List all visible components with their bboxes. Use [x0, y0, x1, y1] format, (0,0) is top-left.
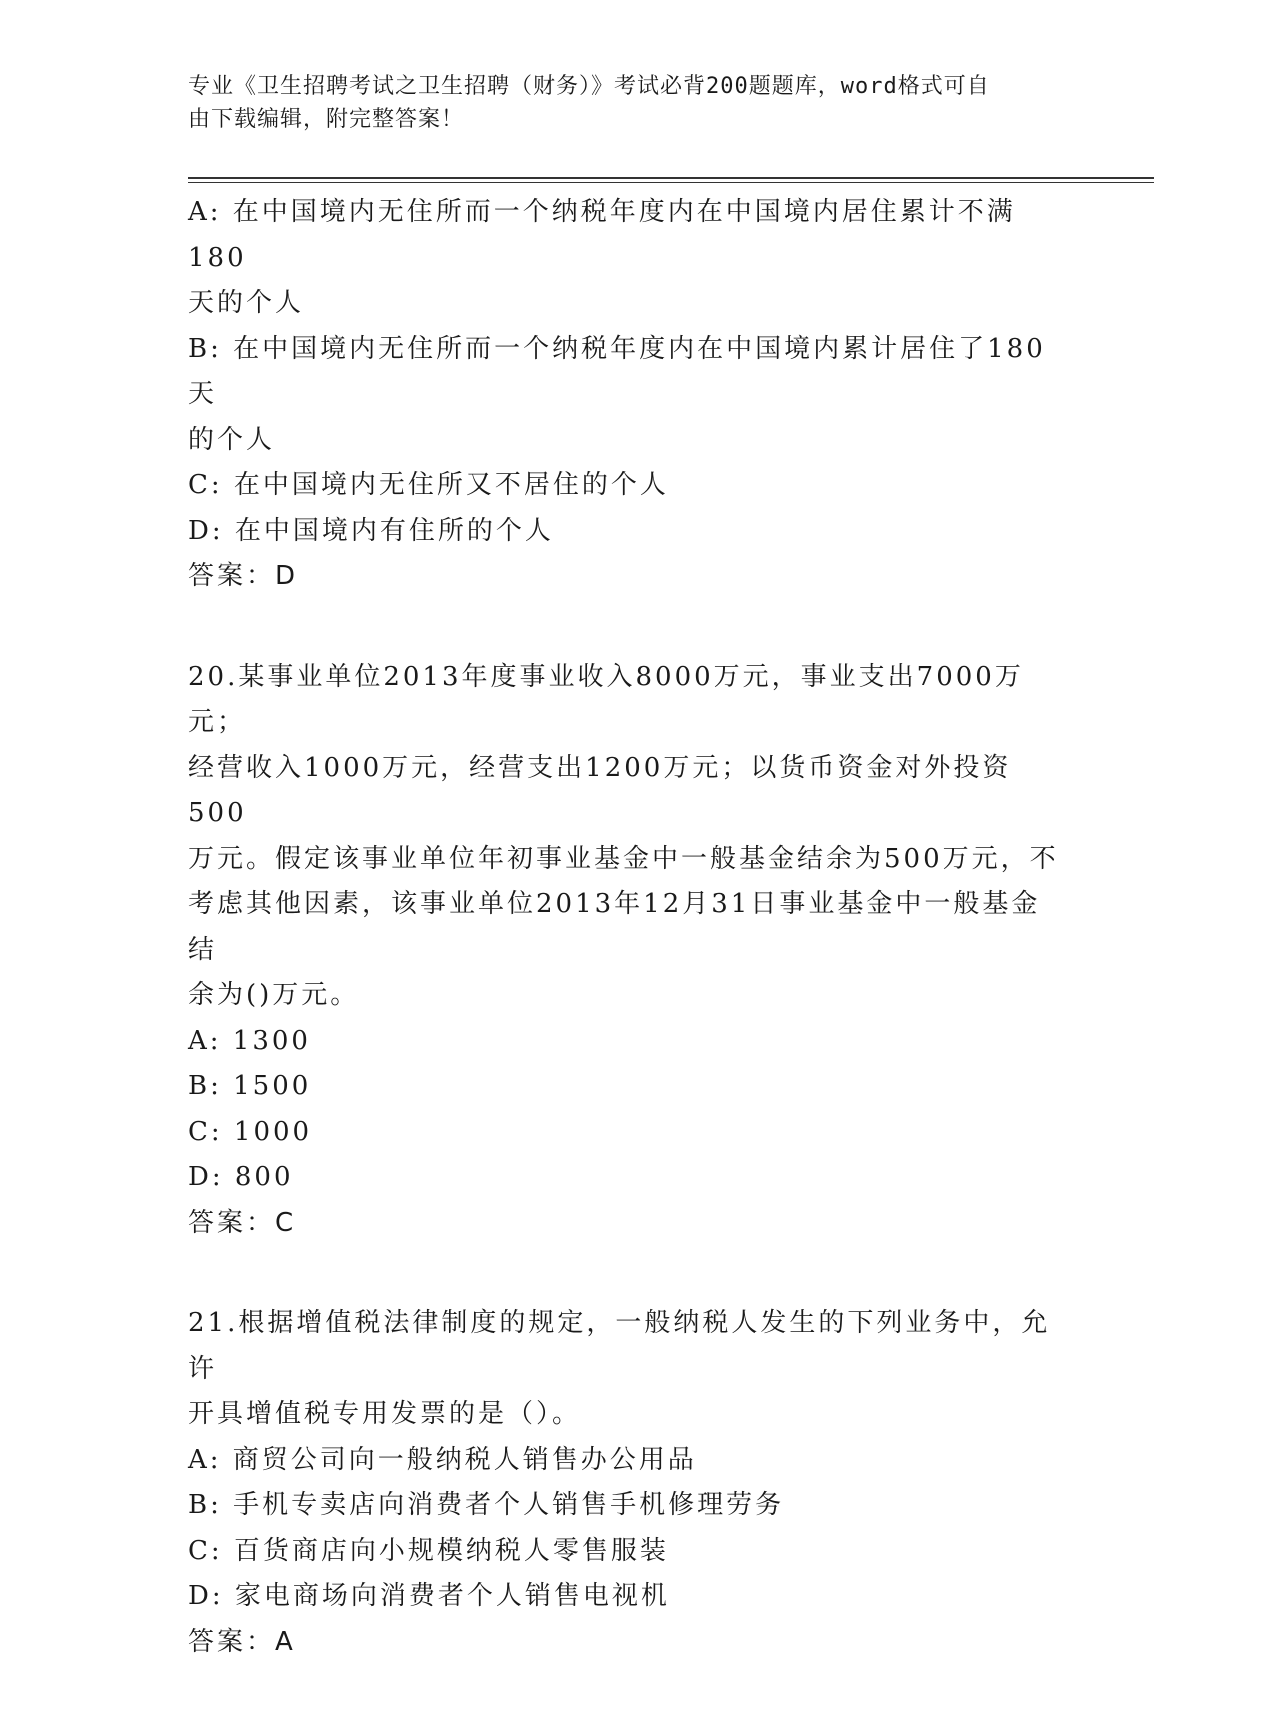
option-d: D: 家电商场向消费者个人销售电视机	[188, 1581, 670, 1611]
option-d: D: 800	[188, 1162, 294, 1192]
answer: 答案：A	[188, 1626, 296, 1657]
document-body	[188, 190, 1068, 1720]
option-a-line-1: A: 在中国境内无住所而一个纳税年度内在中国境内居住累计不满180	[188, 197, 1016, 273]
option-c: C: 在中国境内无住所又不居住的个人	[188, 470, 669, 500]
option-a-line-2: 天的个人	[188, 288, 305, 318]
header-title-line-2: 由下载编辑，附完整答案！	[188, 107, 465, 132]
question-stem-line-2: 经营收入1000万元，经营支出1200万元；以货币资金对外投资500	[188, 752, 1012, 828]
option-c: C: 1000	[188, 1116, 313, 1147]
header-title-line-1: 专业《卫生招聘考试之卫生招聘（财务）》考试必背200题题库，word格式可自	[188, 74, 990, 99]
document-header	[188, 70, 1068, 136]
option-b-line-2: 的个人	[188, 424, 276, 455]
question-stem-line-5: 余为()万元。	[188, 980, 360, 1010]
question-stem-line-1: 20.某事业单位2013年度事业收入8000万元，事业支出7000万元；	[188, 661, 1024, 737]
header-divider-thin	[188, 182, 1154, 183]
option-b: B: 1500	[188, 1071, 312, 1101]
option-a: A: 商贸公司向一般纳税人销售办公用品	[188, 1444, 697, 1475]
answer: 答案：C	[188, 1207, 297, 1238]
question-stem-line-1: 21.根据增值税法律制度的规定，一般纳税人发生的下列业务中，允许	[188, 1308, 1051, 1384]
question-20	[188, 655, 1068, 1247]
question-stem-line-3: 万元。假定该事业单位年初事业基金中一般基金结余为500万元，不	[188, 843, 1059, 874]
question-21	[188, 1301, 1068, 1665]
option-c: C: 百货商店向小规模纳税人零售服装	[188, 1535, 669, 1566]
question-19	[188, 190, 1068, 600]
option-d: D: 在中国境内有住所的个人	[188, 515, 554, 546]
header-divider-thick	[188, 177, 1154, 179]
question-stem-line-2: 开具增值税专用发票的是（）。	[188, 1399, 582, 1429]
option-b-line-1: B: 在中国境内无住所而一个纳税年度内在中国境内累计居住了180天	[188, 333, 1046, 409]
answer: 答案：D	[188, 561, 299, 591]
option-b: B: 手机专卖店向消费者个人销售手机修理劳务	[188, 1490, 785, 1520]
option-a: A: 1300	[188, 1025, 311, 1056]
question-stem-line-4: 考虑其他因素，该事业单位2013年12月31日事业基金中一般基金结	[188, 889, 1041, 965]
